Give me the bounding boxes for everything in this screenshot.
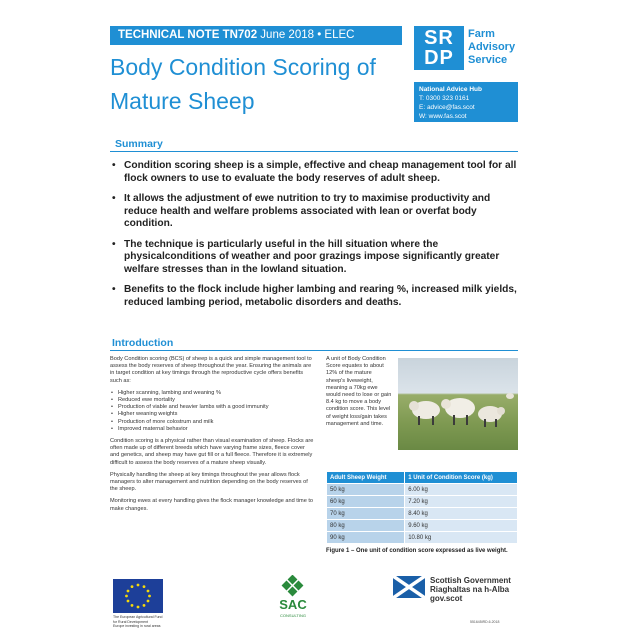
logo-name-line-3: Service [468,54,508,66]
page-title [110,50,410,118]
summary-divider [110,151,518,152]
introduction-left-column [110,356,314,518]
summary-bullet: • It allows the adjustment of ewe nutrition to try to maximise productivity and reduce health and welfare problems associated with lean or overfat body condition. [112,193,522,231]
scotgov-line-3: gov.scot [430,594,463,603]
summary-bullet: • Condition scoring sheep is a simple, effective and cheap management tool for all flock owners to use to evaluate the body reserves of adult sheep. [112,160,522,185]
table-header: 1 Unit of Condition Score (kg) [405,472,518,484]
list-item: • Production of viable and heavier lambs with a good immunity [110,404,314,411]
list-item: • Reduced ewe mortality [110,397,314,404]
intro-paragraph-4: Monitoring ewes at every handling gives the flock manager knowledge and time to make changes. [110,498,314,512]
note-label: TECHNICAL NOTE TN702 [118,29,258,41]
eu-flag-icon [113,579,163,613]
summary-bullet: • The technique is particularly useful in the hill situation where the physicalconditions of weather and poor grazings impose significantly greater welfare stresses than in the lowland situation. [112,239,522,277]
saltire-icon [393,576,425,598]
table-row [327,520,518,532]
weight-table [326,471,518,544]
eu-caption-line-3: Europe investing in rural areas [113,624,161,628]
contact-email[interactable]: E: advice@fas.scot [419,104,475,111]
summary-bullets [112,160,522,317]
table-cell: 9.60 kg [405,520,518,532]
logo-mark-line-2: DP [424,47,454,69]
summary-heading: Summary [115,138,163,150]
table-cell: 70 kg [327,508,405,520]
logo-name-line-1: Farm [468,28,495,40]
sac-diamond-icon [272,575,314,599]
table-cell: 10.80 kg [405,532,518,544]
eu-caption-line-1: The European Agricultural Fund [113,615,163,619]
contact-hub: National Advice Hub [419,86,482,93]
table-row [327,508,518,520]
intro-paragraph-2: Condition scoring is a physical rather than visual examination of sheep. Flocks are often made up of different breeds which have varying frame sizes, fleece cover and genetics, and sheep may have gut fill or a full fleece. Therefore it is extremely difficult to assess the body reserves of a mature sheep visually. [110,438,314,466]
sheep-illustration [398,358,518,450]
intro-side-text: A unit of Body Condition Score equates to about 12% of the mature sheep's liveweight, meaning a 70kg ewe would need to lose or gain 8.4 kg to move a body condition score. This level of weight loss/gain takes management and time. [326,356,392,427]
sac-name: SAC [279,597,307,612]
table-cell: 60 kg [327,496,405,508]
table-row [327,484,518,496]
table-cell: 6.00 kg [405,484,518,496]
scottish-government-logo [430,576,511,603]
summary-bullet: • Benefits to the flock include higher lambing and rearing %, increased milk yields, reduced lambing period, metabolic disorders and deaths. [112,284,522,309]
table-cell: 80 kg [327,520,405,532]
table-row [327,496,518,508]
list-item: • Production of more colostrum and milk [110,419,314,426]
introduction-divider [110,350,518,351]
contact-phone: T: 0300 323 0161 [419,95,470,102]
title-line-2: Mature Sheep [110,88,255,114]
list-item: • Improved maternal behavior [110,426,314,433]
logo-mark-line-1: SR [424,27,454,49]
saltire-flag-icon [393,576,425,598]
title-line-1: Body Condition Scoring of [110,54,376,80]
table-row [327,532,518,544]
technical-note-banner [110,26,402,45]
contact-box [414,82,518,122]
contact-web[interactable]: W: www.fas.scot [419,113,467,120]
eu-stars-icon [113,579,163,613]
list-item: • Higher scanning, lambing and weaning % [110,390,314,397]
logo-name-line-2: Advisory [468,41,516,53]
figure-caption: Figure 1 – One unit of condition score expressed as live weight. [326,548,508,554]
scotgov-line-1: Scottish Government [430,576,511,585]
intro-paragraph-3: Physically handling the sheep at key timings throughout the year allows flock managers to alter management and nutrition depending on the body reserves of the sheep. [110,471,308,493]
eu-caption [113,615,173,629]
benefits-list [110,390,314,433]
table-cell: 7.20 kg [405,496,518,508]
intro-paragraph-1: Body Condition scoring (BCS) of sheep is a quick and simple management tool to assess the body reserves of sheep throughout the year. Ensuring the animals are in target condition at key timings through the reproductive cycle offers benefits such as: [110,356,312,384]
table-cell: 50 kg [327,484,405,496]
fas-logo-text [468,28,515,67]
eu-caption-line-2: for Rural Development [113,619,149,624]
table-header-row [327,472,518,484]
document-reference: 551645IRD.6.2018 [470,620,500,624]
scotgov-line-2: Riaghaltas na h-Alba [430,585,510,594]
note-date: June 2018 • ELEC [260,29,355,41]
sheep-photo [398,358,518,450]
list-item: • Higher weaning weights [110,411,314,418]
sac-subtitle: CONSULTING [280,613,306,618]
table-cell: 8.40 kg [405,508,518,520]
introduction-heading: Introduction [112,337,174,349]
table-header: Adult Sheep Weight [327,472,405,484]
table-cell: 90 kg [327,532,405,544]
srdp-logo [414,26,464,70]
